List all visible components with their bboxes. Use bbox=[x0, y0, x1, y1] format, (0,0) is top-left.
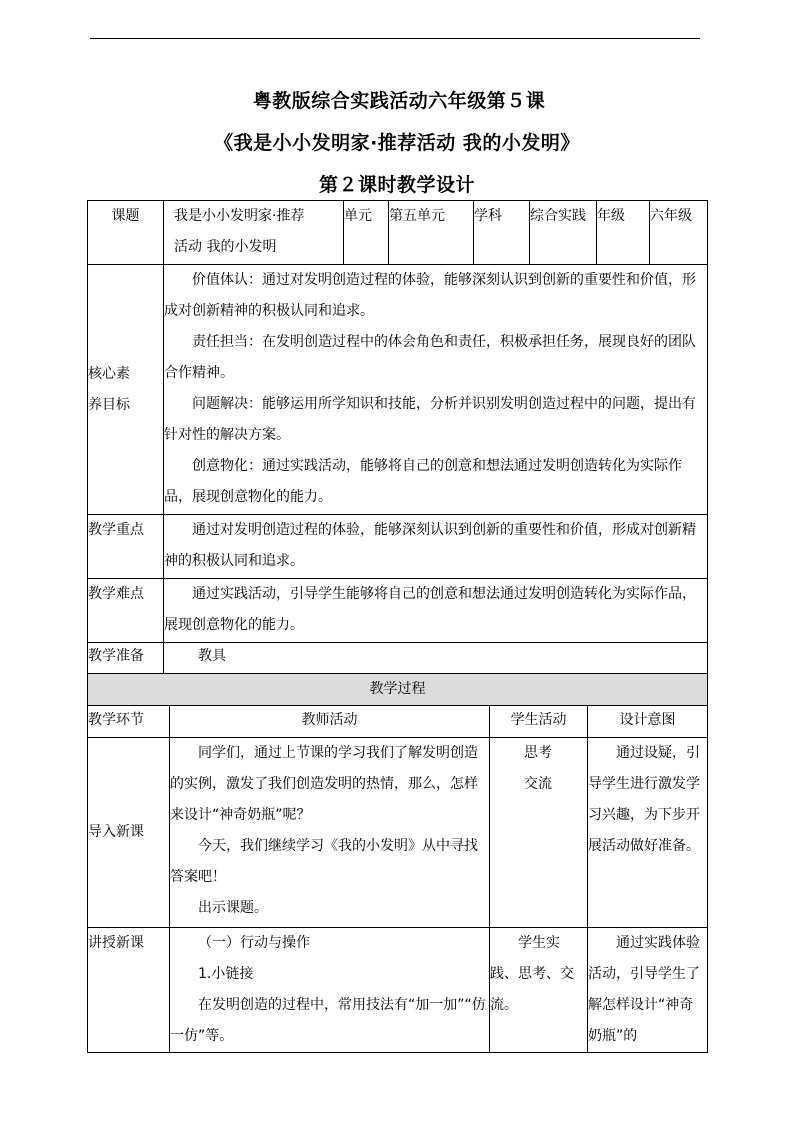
new-student: 学生实践、思考、交流。 bbox=[490, 928, 588, 1053]
difficulty-row bbox=[88, 579, 708, 643]
difficulty-label: 教学难点 bbox=[88, 579, 164, 643]
intro-student: 思考 交流 bbox=[490, 738, 588, 928]
intro-intent: 通过设疑，引导学生进行激发学习兴趣，为下步开展活动做好准备。 bbox=[588, 738, 708, 928]
preparation-label: 教学准备 bbox=[88, 643, 164, 674]
header-student: 学生活动 bbox=[490, 706, 588, 738]
process-header-row bbox=[88, 706, 708, 738]
key-point-label: 教学重点 bbox=[88, 515, 164, 579]
difficulty-text: 通过实践活动，引导学生能够将自己的创意和想法通过发明创造转化为实际作品，展现创意物化的能力。 bbox=[164, 586, 696, 633]
grade-value: 六年级 bbox=[650, 201, 708, 265]
intro-row bbox=[88, 738, 708, 928]
subject-value: 综合实践 bbox=[530, 201, 597, 265]
grade-label: 年级 bbox=[597, 201, 650, 265]
teaching-process-table bbox=[87, 673, 708, 1053]
process-title-row bbox=[88, 674, 708, 706]
goals-content bbox=[164, 265, 708, 515]
goal-problem-solving: 问题解决：能够运用所学知识和技能，分析并识别发明创造过程中的问题，提出有针对性的解决方案。 bbox=[164, 396, 696, 443]
intro-stage: 导入新课 bbox=[88, 738, 170, 928]
unit-value: 第五单元 bbox=[389, 201, 474, 265]
topic-label: 课题 bbox=[88, 201, 164, 265]
goal-responsibility: 责任担当：在发明创造过程中的体会角色和责任，积极承担任务，展现良好的团队合作精神。 bbox=[164, 334, 696, 381]
key-point-row bbox=[88, 515, 708, 579]
intro-teacher: 同学们，通过上节课的学习我们了解发明创造的实例，激发了我们创造发明的热情，那么，怎样来设计“神奇奶瓶”呢？ 今天，我们继续学习《我的小发明》从中寻找答案吧！ 出示课题。 bbox=[170, 738, 490, 928]
new-stage: 讲授新课 bbox=[88, 928, 170, 1053]
key-point-text: 通过对发明创造过程的体验，能够深刻认识到创新的重要性和价值，形成对创新精神的积极认同和追求。 bbox=[164, 522, 696, 569]
subject-label: 学科 bbox=[474, 201, 530, 265]
preparation-row bbox=[88, 643, 708, 674]
goals-row bbox=[88, 265, 708, 515]
unit-label: 单元 bbox=[344, 201, 389, 265]
goal-value: 价值体认：通过对发明创造过程的体验，能够深刻认识到创新的重要性和价值，形成对创新精神的积极认同和追求。 bbox=[164, 272, 696, 319]
title-course: 粤教版综合实践活动六年级第５课 bbox=[252, 90, 546, 112]
goals-label: 核心素 养目标 bbox=[88, 265, 164, 515]
title-lesson: 《我是小小发明家·推荐活动 我的小发明》 bbox=[214, 132, 580, 154]
header-intent: 设计意图 bbox=[588, 706, 708, 738]
goal-creative: 创意物化：通过实践活动，能够将自己的创意和想法通过发明创造转化为实际作品，展现创意物化的能力。 bbox=[164, 458, 682, 505]
lesson-info-table bbox=[87, 200, 708, 674]
header-stage: 教学环节 bbox=[88, 706, 170, 738]
header-teacher: 教师活动 bbox=[170, 706, 490, 738]
preparation-text: 教具 bbox=[164, 643, 708, 674]
new-teacher: （一）行动与操作 1.小链接 在发明创造的过程中，常用技法有“加一加”“仿一仿”等。 bbox=[170, 928, 490, 1053]
header-rule bbox=[90, 38, 700, 39]
topic-value: 我是小小发明家·推荐 活动 我的小发明 bbox=[164, 201, 344, 265]
new-lesson-row bbox=[88, 928, 708, 1053]
title-session: 第２课时教学设计 bbox=[318, 174, 475, 196]
new-intent: 通过实践体验活动，引导学生了解怎样设计“神奇奶瓶”的 bbox=[588, 928, 708, 1053]
info-row bbox=[88, 201, 708, 265]
process-title: 教学过程 bbox=[88, 674, 708, 706]
